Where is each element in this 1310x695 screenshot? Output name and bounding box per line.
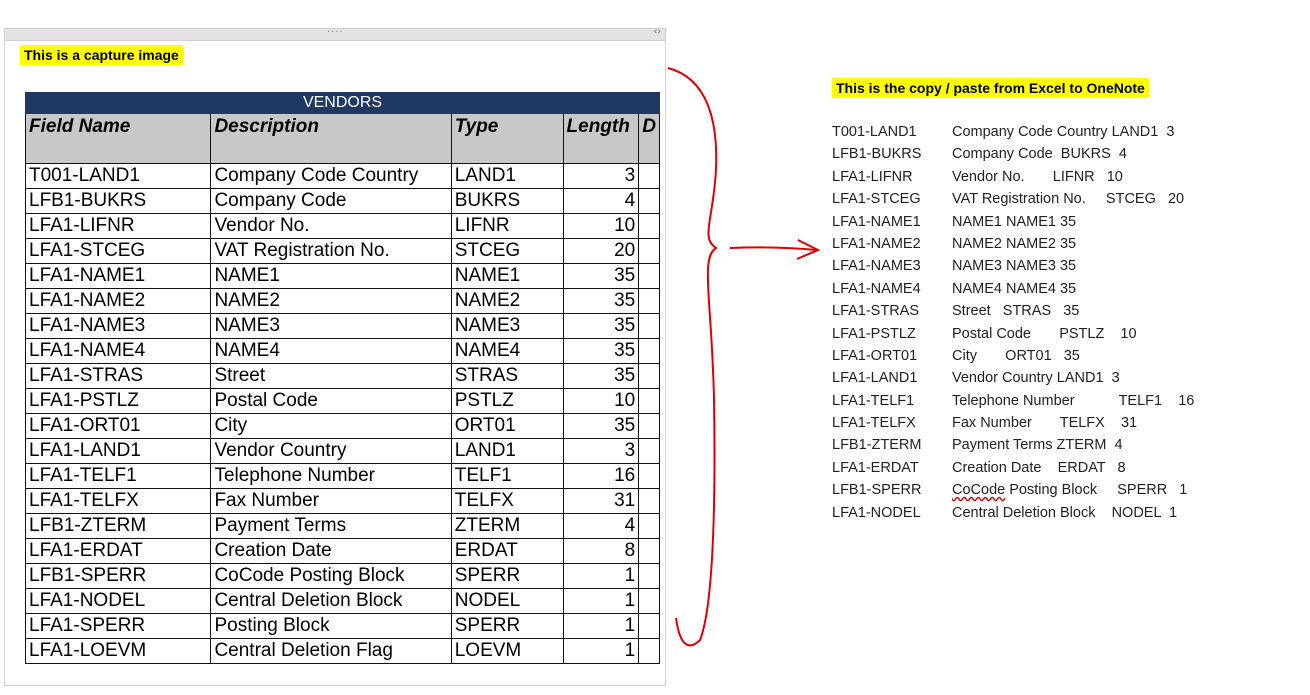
cell-description[interactable]: Central Deletion Flag [211,639,451,664]
capture-label: This is a capture image [20,45,183,65]
cell-type[interactable]: NAME3 [451,314,563,339]
pasted-details: Vendor Country LAND1 3 [952,370,1120,387]
cell-length[interactable]: 35 [563,414,639,439]
pasted-details: Central Deletion Block NODEL 1 [952,504,1178,521]
pasted-details: Telephone Number TELF1 16 [952,392,1195,409]
cell-field-name[interactable]: LFA1-NAME3 [26,314,211,339]
cell-field-name[interactable]: LFB1-BUKRS [26,189,211,214]
cell-field-name[interactable]: LFA1-LAND1 [26,439,211,464]
pasted-details: Creation Date ERDAT 8 [952,459,1126,476]
cell-field-name[interactable]: LFB1-SPERR [26,564,211,589]
cell-field-name[interactable]: LFA1-STRAS [26,364,211,389]
pasted-details: NAME2 NAME2 35 [952,235,1077,252]
pasted-details: Street STRAS 35 [952,303,1080,320]
pasted-field-name: LFB1-SPERR [832,482,922,499]
curly-brace [668,68,716,645]
cell-length[interactable]: 20 [563,239,639,264]
pasted-field-name: LFA1-STRAS [832,303,920,320]
cell-length[interactable]: 4 [563,189,639,214]
pasted-field-name: LFA1-LAND1 [832,370,918,387]
header-type: Type [451,114,563,164]
pasted-field-name: LFA1-NODEL [832,504,921,521]
cell-description[interactable]: Posting Block [211,614,451,639]
cell-field-name[interactable]: LFA1-NAME1 [26,264,211,289]
cell-length[interactable]: 3 [563,439,639,464]
cell-field-name[interactable]: LFA1-NODEL [26,589,211,614]
header-d: D [639,114,660,164]
cell-length[interactable]: 4 [563,514,639,539]
cell-type[interactable]: LAND1 [451,164,563,189]
header-field-name: Field Name [26,114,211,164]
cell-description[interactable]: Company Code [211,189,451,214]
resize-arrows-icon[interactable]: ‹› [653,28,661,37]
pasted-field-name: LFA1-NAME2 [832,235,921,252]
header-length-label: Length [566,116,630,137]
cell-type[interactable]: NAME1 [451,264,563,289]
pasted-details: Company Code BUKRS 4 [952,146,1127,163]
cell-field-name[interactable]: LFA1-LIFNR [26,214,211,239]
cell-field-name[interactable]: LFB1-ZTERM [26,514,211,539]
cell-type[interactable]: ZTERM [451,514,563,539]
cell-description[interactable]: Payment Terms [211,514,451,539]
pasted-field-name: LFA1-LIFNR [832,168,913,185]
cell-type[interactable]: NAME4 [451,339,563,364]
cell-description[interactable]: NAME1 [211,264,451,289]
cell-type[interactable]: STRAS [451,364,563,389]
cell-description[interactable]: Vendor No. [211,214,451,239]
cell-type[interactable]: LIFNR [451,214,563,239]
cell-field-name[interactable]: T001-LAND1 [26,164,211,189]
cell-field-name[interactable]: LFA1-ERDAT [26,539,211,564]
pasted-details: Vendor No. LIFNR 10 [952,168,1123,185]
cell-field-name[interactable]: LFA1-NAME2 [26,289,211,314]
table-title: VENDORS [26,93,660,114]
cell-length[interactable]: 1 [563,614,639,639]
pasted-field-name: LFA1-NAME1 [832,213,921,230]
cell-type[interactable]: STCEG [451,239,563,264]
cell-field-name[interactable]: LFA1-NAME4 [26,339,211,364]
cell-field-name[interactable]: LFA1-TELF1 [26,464,211,489]
cell-description[interactable]: Creation Date [211,539,451,564]
cell-description[interactable]: VAT Registration No. [211,239,451,264]
cell-type[interactable]: ERDAT [451,539,563,564]
paste-label: This is the copy / paste from Excel to OneNote [832,78,1149,98]
pasted-field-name: LFB1-ZTERM [832,437,922,454]
cell-description[interactable]: Postal Code [211,389,451,414]
cell-length[interactable]: 10 [563,389,639,414]
cell-field-name[interactable]: LFA1-SPERR [26,614,211,639]
cell-description[interactable]: NAME4 [211,339,451,364]
cell-type[interactable]: NODEL [451,589,563,614]
cell-description[interactable]: Vendor Country [211,439,451,464]
pasted-details: NAME1 NAME1 35 [952,213,1077,230]
cell-field-name[interactable]: LFA1-TELFX [26,489,211,514]
cell-description[interactable]: Central Deletion Block [211,589,451,614]
cell-length[interactable]: 1 [563,589,639,614]
cell-type[interactable]: LAND1 [451,439,563,464]
cell-description[interactable]: Telephone Number [211,464,451,489]
cell-field-name[interactable]: LFA1-ORT01 [26,414,211,439]
cell-description[interactable]: Company Code Country [211,164,451,189]
cell-description[interactable]: Fax Number [211,489,451,514]
pasted-details: CoCode Posting Block SPERR 1 [952,482,1188,499]
pasted-details: NAME3 NAME3 35 [952,258,1077,275]
pasted-field-name: LFA1-TELFX [832,415,916,432]
cell-description[interactable]: CoCode Posting Block [211,564,451,589]
cell-length[interactable]: 10 [563,214,639,239]
cell-description[interactable]: Street [211,364,451,389]
pasted-field-name: LFA1-NAME3 [832,258,921,275]
pasted-field-name: LFA1-PSTLZ [832,325,916,342]
cell-field-name[interactable]: LFA1-LOEVM [26,639,211,664]
cell-type[interactable]: TELF1 [451,464,563,489]
cell-length[interactable]: 31 [563,489,639,514]
pasted-field-name: LFA1-ORT01 [832,347,918,364]
cell-length[interactable]: 35 [563,264,639,289]
drag-grip-icon[interactable]: ···· [327,28,344,38]
cell-field-name[interactable]: LFA1-PSTLZ [26,389,211,414]
header-description: Description [211,114,451,164]
cell-length[interactable]: 8 [563,539,639,564]
cell-length[interactable]: 35 [563,289,639,314]
pasted-details: Postal Code PSTLZ 10 [952,325,1137,342]
pasted-field-name: LFB1-BUKRS [832,146,922,163]
cell-type[interactable]: NAME2 [451,289,563,314]
cell-type[interactable]: PSTLZ [451,389,563,414]
spellcheck-underline: CoCode [952,482,1006,499]
cell-description[interactable]: City [211,414,451,439]
cell-length[interactable]: 16 [563,464,639,489]
cell-length[interactable]: 35 [563,339,639,364]
pasted-details: City ORT01 35 [952,347,1080,364]
cell-length[interactable]: 35 [563,364,639,389]
pasted-field-name: LFA1-NAME4 [832,280,921,297]
cell-length[interactable]: 3 [563,164,639,189]
cell-type[interactable]: SPERR [451,614,563,639]
pasted-field-name: T001-LAND1 [832,124,917,140]
cell-description[interactable]: NAME2 [211,289,451,314]
cell-type[interactable]: SPERR [451,564,563,589]
pasted-details: Fax Number TELFX 31 [952,415,1138,432]
cell-description[interactable]: NAME3 [211,314,451,339]
cell-length[interactable]: 1 [563,564,639,589]
cell-length[interactable]: 1 [563,639,639,664]
pasted-details: Company Code Country LAND1 3 [952,124,1175,140]
pasted-details: Payment Terms ZTERM 4 [952,437,1123,454]
pasted-field-name: LFA1-STCEG [832,191,921,208]
cell-type[interactable]: ORT01 [451,414,563,439]
cell-length[interactable]: 35 [563,314,639,339]
cell-type[interactable]: LOEVM [451,639,563,664]
pasted-field-name: LFA1-TELF1 [832,392,915,409]
pointer-arrow [730,247,816,250]
cell-type[interactable]: TELFX [451,489,563,514]
pasted-details: NAME4 NAME4 35 [952,280,1077,297]
cell-field-name[interactable]: LFA1-STCEG [26,239,211,264]
pasted-details: VAT Registration No. STCEG 20 [952,191,1185,208]
pasted-field-name: LFA1-ERDAT [832,459,919,476]
cell-type[interactable]: BUKRS [451,189,563,214]
